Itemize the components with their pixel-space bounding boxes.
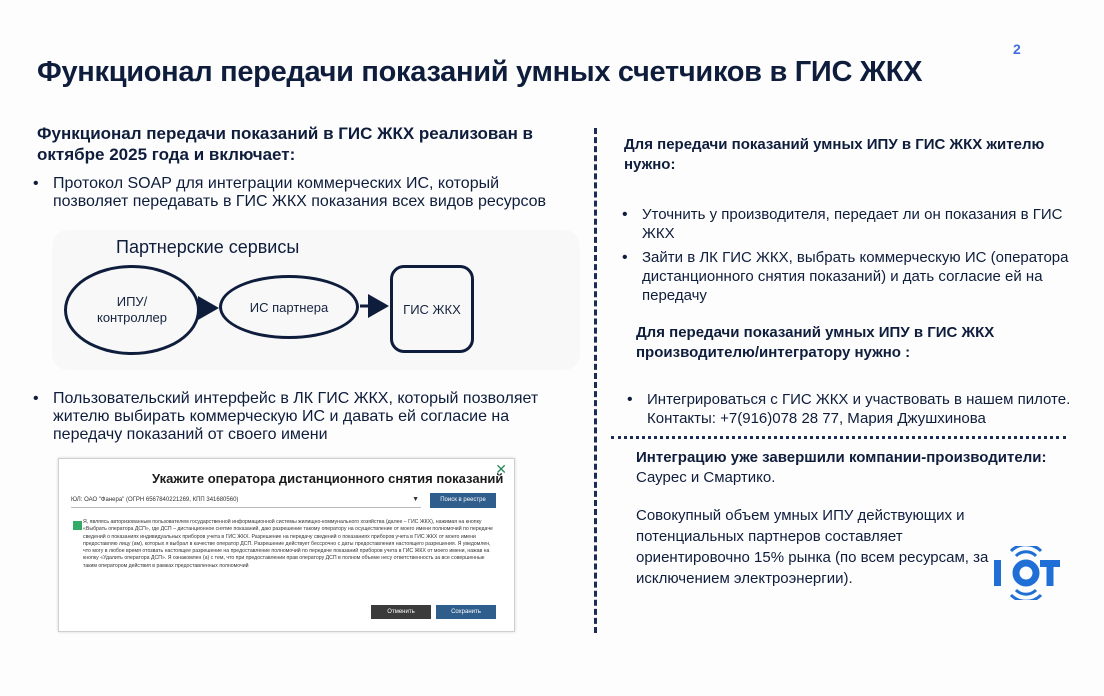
node-partner-is xyxy=(219,275,359,339)
node-gis-zhkh xyxy=(390,265,474,353)
left-intro-heading: Функционал передачи показаний в ГИС ЖКХ реализован в октябре 2025 года и включает: xyxy=(37,124,534,164)
chevron-down-icon: ▼ xyxy=(412,496,419,503)
dialog-title: Укажите оператора дистанционного снятия показаний xyxy=(152,471,504,486)
bullet-user-interface: • Пользовательский интерфейс в ЛК ГИС ЖКХ, который позволяет жителю выбирать коммерческую ИС и давать ей согласие на передачу показаний от своего имени xyxy=(33,390,573,444)
node-meter-controller xyxy=(64,265,200,355)
bullet-select-commercial-is: • Зайти в ЛК ГИС ЖКХ, выбрать коммерческую ИС (оператора дистанционного снятия показаний) и дать согласие ей на передачу xyxy=(622,248,1082,305)
bullet-check-manufacturer: • Уточнить у производителя, передает ли он показания в ГИС ЖКХ xyxy=(622,205,1082,243)
operator-select-dialog xyxy=(58,458,515,632)
completed-integrations-heading: Интеграцию уже завершили компании-производители: xyxy=(636,449,1047,466)
close-icon[interactable]: ✕ xyxy=(495,461,507,477)
operator-select[interactable] xyxy=(71,493,421,508)
bullet-integrate-contacts: • Интегрироваться с ГИС ЖКХ и участвовать в нашем пилоте. Контакты: +7(916)078 28 77, Мария Джушхинова xyxy=(627,390,1097,428)
completed-integrations-companies: Саурес и Смартико. xyxy=(636,469,776,486)
completed-integrations xyxy=(636,448,1076,488)
manufacturer-steps-heading: Для передачи показаний умных ИПУ в ГИС ЖКХ производителю/интегратору нужно : xyxy=(636,324,995,361)
operator-select-value: ЮЛ: ОАО "Фанера" (ОГРН 6567840221269, КПП 341680560) xyxy=(71,497,239,503)
save-button[interactable]: Сохранить xyxy=(436,605,496,619)
market-volume-text: Совокупный объем умных ИПУ действующих и потенциальных партнеров составляет ориентировочно 15% рынка (по всем ресурсам, за исключением электроэнергии). xyxy=(636,507,989,587)
page-number: 2 xyxy=(1013,41,1021,57)
search-registry-button[interactable]: Поиск в реестре xyxy=(430,493,496,508)
node-meter-controller-label: ИПУ/ контроллер xyxy=(96,294,167,325)
node-partner-is-label: ИС партнера xyxy=(249,299,329,315)
iot-logo xyxy=(990,546,1062,600)
page-title: Функционал передачи показаний умных счетчиков в ГИС ЖКХ xyxy=(37,56,923,88)
horizontal-divider xyxy=(611,436,1066,439)
node-gis-zhkh-label: ГИС ЖКХ xyxy=(403,301,461,317)
resident-steps-heading: Для передачи показаний умных ИПУ в ГИС ЖКХ жителю нужно: xyxy=(624,136,1045,173)
diagram-title: Партнерские сервисы xyxy=(116,237,300,257)
consent-checkbox[interactable] xyxy=(73,521,82,530)
consent-text: Я, являясь авторизованным пользователем государственной информационной системы жилищно-коммунального хозяйства (далее – ГИС ЖКХ), нажимая на кнопку «Выбрать оператора ДСП», где ДСП – дистанционное снятие показаний, даю разрешение такому оператору на осуществление от моего имени полномочий по передаче сведений о показаниях индивидуальных приборов учета в ГИС ЖКХ. Разрешение на передачу сведений о показаниях приборов учета в ГИС ЖКХ от моего имени предоставляю лицу (ам), которых я выбрал в качестве оператор ДСП. Разрешение действует бессрочно с даты предоставления настоящего разрешения. Я уведомлен, что могу в любое время отозвать настоящее разрешение на предоставление полномочий по передаче показаний приборов учета в ГИС ЖКХ от моего имени, нажав на кнопку «Удалить оператора ДСП». Я ознакомлен (а) с тем, что при предоставлении прав оператору ДСП в полном объеме несу ответственность за все совершенные таким оператором действия в рамках предоставленных полномочий xyxy=(83,519,493,569)
bullet-soap-protocol: • Протокол SOAP для интеграции коммерческих ИС, который позволяет передавать в ГИС ЖКХ показания всех видов ресурсов xyxy=(33,175,553,211)
cancel-button[interactable]: Отменить xyxy=(371,605,431,619)
vertical-divider xyxy=(594,128,597,633)
